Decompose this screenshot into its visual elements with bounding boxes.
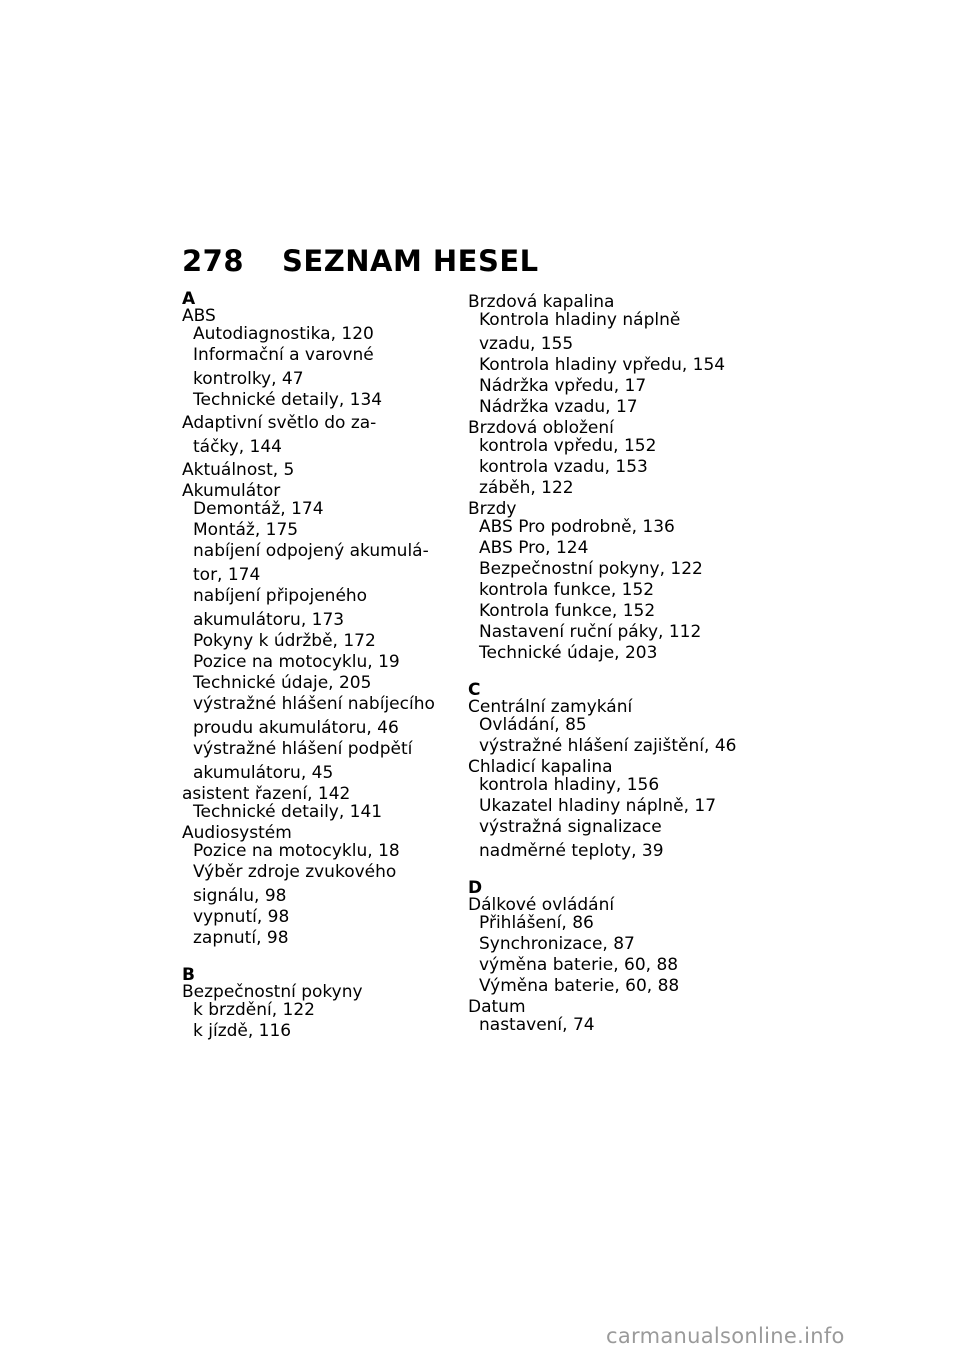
index-subentry: Technické údaje, 203 xyxy=(479,643,658,663)
index-subentry-line: Informační a varovné xyxy=(193,345,374,365)
index-subentry: Přihlášení, 86 xyxy=(479,913,594,933)
index-term: Dálkové ovládání xyxy=(468,895,615,915)
index-subentry-line: Kontrola hladiny náplně xyxy=(479,310,681,330)
index-subentry-continuation: signálu, 98 xyxy=(193,886,287,906)
index-subentry: Technické detaily, 134 xyxy=(193,390,383,410)
page-header xyxy=(182,244,539,278)
index-subentry: Nádržka vpředu, 17 xyxy=(479,376,647,396)
index-subentry: Pozice na motocyklu, 18 xyxy=(193,841,400,861)
index-subentry: Synchronizace, 87 xyxy=(479,934,635,954)
index-subentry: Kontrola funkce, 152 xyxy=(479,601,656,621)
index-term: Akumulátor xyxy=(182,481,281,501)
index-subentry: Nastavení ruční páky, 112 xyxy=(479,622,702,642)
index-term: Centrální zamykání xyxy=(468,697,633,717)
index-subentry: Pozice na motocyklu, 19 xyxy=(193,652,400,672)
index-subentry-line: nabíjení odpojený akumulá- xyxy=(193,541,429,561)
index-subentry: výstražné hlášení zajištění, 46 xyxy=(479,736,737,756)
index-subentry: Bezpečnostní pokyny, 122 xyxy=(479,559,703,579)
index-term: Bezpečnostní pokyny xyxy=(182,982,363,1002)
index-subentry: Montáž, 175 xyxy=(193,520,299,540)
index-subentry xyxy=(182,541,452,586)
index-term: Audiosystém xyxy=(182,823,292,843)
index-subentry: Výměna baterie, 60, 88 xyxy=(479,976,680,996)
index-subentry-continuation: akumulátoru, 173 xyxy=(193,610,345,630)
index-subentry-continuation: proudu akumulátoru, 46 xyxy=(193,718,399,738)
index-subentry: nastavení, 74 xyxy=(479,1015,595,1035)
index-subentry-line: nabíjení připojeného xyxy=(193,586,368,606)
index-subentry-continuation: vzadu, 155 xyxy=(479,334,574,354)
index-term: Datum xyxy=(468,997,526,1017)
index-subentry-continuation: tor, 174 xyxy=(193,565,261,585)
index-subentry: kontrola vzadu, 153 xyxy=(479,457,648,477)
index-column-right xyxy=(468,290,738,1036)
index-subentry xyxy=(182,739,452,784)
index-subentry xyxy=(468,310,738,355)
index-subentry: Demontáž, 174 xyxy=(193,499,324,519)
index-term: Brzdy xyxy=(468,499,517,519)
index-subentry: Ukazatel hladiny náplně, 17 xyxy=(479,796,717,816)
index-subentry: Technické detaily, 141 xyxy=(193,802,383,822)
index-column-left xyxy=(182,290,452,1042)
index-subentry: Kontrola hladiny vpředu, 154 xyxy=(479,355,726,375)
index-subentry: ABS Pro podrobně, 136 xyxy=(479,517,675,537)
index-term-line: Adaptivní světlo do za- xyxy=(182,413,377,433)
index-subentry: záběh, 122 xyxy=(479,478,574,498)
index-subentry: k brzdění, 122 xyxy=(193,1000,315,1020)
index-subentry: kontrola vpředu, 152 xyxy=(479,436,657,456)
index-term xyxy=(182,413,452,458)
index-subentry: zapnutí, 98 xyxy=(193,928,289,948)
index-subentry xyxy=(182,586,452,631)
section-letter-d: D xyxy=(468,878,483,898)
index-subentry xyxy=(182,345,452,390)
index-subentry: Ovládání, 85 xyxy=(479,715,587,735)
index-term: Aktuálnost, 5 xyxy=(182,460,295,480)
index-subentry: kontrola funkce, 152 xyxy=(479,580,655,600)
page-title: SEZNAM HESEL xyxy=(282,244,539,278)
index-subentry: Autodiagnostika, 120 xyxy=(193,324,374,344)
index-subentry: k jízdě, 116 xyxy=(193,1021,292,1041)
index-subentry-line: Výběr zdroje zvukového xyxy=(193,862,397,882)
index-subentry-line: výstražné hlášení nabíjecího xyxy=(193,694,435,714)
section-letter-c: C xyxy=(468,680,481,700)
index-subentry: výměna baterie, 60, 88 xyxy=(479,955,679,975)
section-letter-a: A xyxy=(182,289,196,309)
index-subentry-continuation: nadměrné teploty, 39 xyxy=(479,841,664,861)
site-watermark: carmanualsonline.info xyxy=(606,1324,845,1348)
index-subentry: vypnutí, 98 xyxy=(193,907,290,927)
index-subentry-line: výstražné hlášení podpětí xyxy=(193,739,413,759)
index-subentry-line: výstražná signalizace xyxy=(479,817,662,837)
index-subentry-continuation: akumulátoru, 45 xyxy=(193,763,334,783)
index-subentry xyxy=(182,694,452,739)
index-subentry xyxy=(468,817,738,862)
index-subentry: kontrola hladiny, 156 xyxy=(479,775,660,795)
section-letter-b: B xyxy=(182,965,195,985)
index-term: Brzdová kapalina xyxy=(468,292,615,312)
index-subentry xyxy=(182,862,452,907)
index-term-continuation: táčky, 144 xyxy=(193,437,282,457)
index-term: asistent řazení, 142 xyxy=(182,784,351,804)
page-number: 278 xyxy=(182,244,245,278)
index-subentry: ABS Pro, 124 xyxy=(479,538,589,558)
index-subentry-continuation: kontrolky, 47 xyxy=(193,369,304,389)
index-term: Chladicí kapalina xyxy=(468,757,613,777)
index-term: Brzdová obložení xyxy=(468,418,614,438)
index-term: ABS xyxy=(182,306,216,326)
index-subentry: Pokyny k údržbě, 172 xyxy=(193,631,376,651)
index-subentry: Nádržka vzadu, 17 xyxy=(479,397,638,417)
index-subentry: Technické údaje, 205 xyxy=(193,673,372,693)
